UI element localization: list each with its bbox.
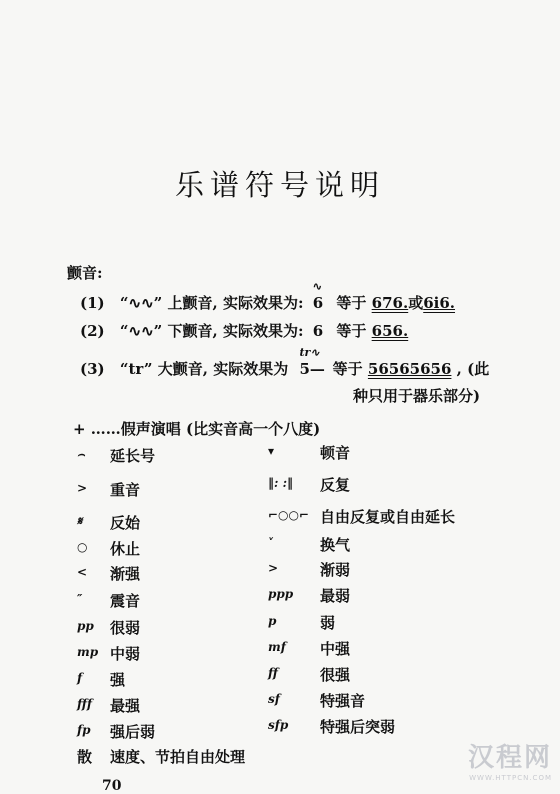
left-symbol-4: < xyxy=(77,565,88,579)
left-label-10: 强后弱 xyxy=(110,723,156,741)
right-symbol-0: ▾ xyxy=(268,444,275,458)
result-2: 6i6. xyxy=(423,294,456,312)
left-symbol-0: ⌢ xyxy=(77,447,85,461)
right-label-2: 自由反复或自由延长 xyxy=(320,508,456,526)
tremolo-item-2 xyxy=(80,320,408,341)
lower-tremolo-symbol: “∿∿” xyxy=(119,322,163,340)
left-symbol-1: > xyxy=(77,481,88,495)
right-label-9: 特强音 xyxy=(320,692,366,710)
left-symbol-6: pp xyxy=(77,619,94,633)
left-label-7: 中弱 xyxy=(110,645,141,663)
right-symbol-3: ˅ xyxy=(268,536,274,550)
item-number: (2) xyxy=(80,322,105,340)
right-label-0: 顿音 xyxy=(320,444,351,462)
right-label-3: 换气 xyxy=(320,536,351,554)
item-number: (3) xyxy=(80,360,105,378)
result-1: 676. xyxy=(371,294,409,312)
right-symbol-2: ⌐○○⌐ xyxy=(268,508,310,522)
trill-note: tr∿ 5— xyxy=(299,346,325,378)
page-title: 乐谱符号说明 xyxy=(174,168,385,202)
page-number: 70 xyxy=(102,778,122,794)
left-symbol-3: ○ xyxy=(77,540,88,554)
left-symbol-8: f xyxy=(77,671,83,685)
left-label-8: 强 xyxy=(110,671,126,689)
note-with-tremolo: ∿ 6 xyxy=(312,280,324,312)
right-symbol-1: ‖: :‖ xyxy=(268,476,294,490)
left-label-9: 最强 xyxy=(110,697,141,715)
right-label-4: 渐弱 xyxy=(320,561,351,579)
watermark-logo: 汉程网 WWW.HTTPCN.COM xyxy=(467,743,552,782)
tremolo-item-1 xyxy=(80,280,456,313)
left-symbol-2: 𝄋 xyxy=(77,514,83,528)
left-label-0: 延长号 xyxy=(110,447,156,465)
left-label-3: 休止 xyxy=(110,540,141,558)
left-label-11: 速度、节拍自由处理 xyxy=(110,748,246,766)
right-symbol-4: > xyxy=(268,561,279,575)
left-label-1: 重音 xyxy=(110,481,141,499)
left-label-4: 渐强 xyxy=(110,565,141,583)
item-description: 大颤音, 实际效果为 xyxy=(157,360,289,378)
right-label-8: 很强 xyxy=(320,666,351,684)
left-symbol-7: mp xyxy=(77,645,99,659)
right-label-5: 最弱 xyxy=(320,587,351,605)
tremolo-item-3 xyxy=(80,346,490,379)
trailing-text: , (此 xyxy=(456,360,490,378)
falsetto-note: + ……假声演唱 (比实音高一个八度) xyxy=(73,420,321,438)
note: 6 xyxy=(312,322,324,340)
left-symbol-11: 散 xyxy=(77,748,93,766)
right-label-10: 特强后突弱 xyxy=(320,718,396,736)
left-label-5: 震音 xyxy=(110,592,141,610)
equals-text: 等于 xyxy=(332,360,363,378)
tremolo-heading: 颤音: xyxy=(67,264,103,282)
item-description: 下颤音, 实际效果为: xyxy=(167,322,304,340)
left-symbol-9: fff xyxy=(77,697,93,711)
right-symbol-9: sf xyxy=(268,692,280,706)
result-1: 656. xyxy=(371,322,409,340)
item-description: 上颤音, 实际效果为: xyxy=(167,294,304,312)
result-1: 56565656 xyxy=(367,360,452,378)
right-symbol-5: ppp xyxy=(268,587,294,601)
upper-tremolo-symbol: “∿∿” xyxy=(119,294,163,312)
right-symbol-6: p xyxy=(268,614,277,628)
tremolo-item-3-continued: 种只用于器乐部分) xyxy=(353,387,481,405)
left-label-6: 很弱 xyxy=(110,619,141,637)
equals-text: 等于 xyxy=(336,322,367,340)
equals-text: 等于 xyxy=(336,294,367,312)
item-number: (1) xyxy=(80,294,105,312)
right-symbol-7: mf xyxy=(268,640,286,654)
or-text: 或 xyxy=(408,294,424,312)
right-label-7: 中强 xyxy=(320,640,351,658)
right-symbol-8: ff xyxy=(268,666,278,680)
left-symbol-5: ″ xyxy=(77,592,83,606)
left-symbol-10: fp xyxy=(77,723,91,737)
trill-symbol: “tr” xyxy=(119,360,153,378)
right-symbol-10: sfp xyxy=(268,718,289,732)
left-label-2: 反始 xyxy=(110,514,141,532)
right-label-1: 反复 xyxy=(320,476,351,494)
right-label-6: 弱 xyxy=(320,614,336,632)
